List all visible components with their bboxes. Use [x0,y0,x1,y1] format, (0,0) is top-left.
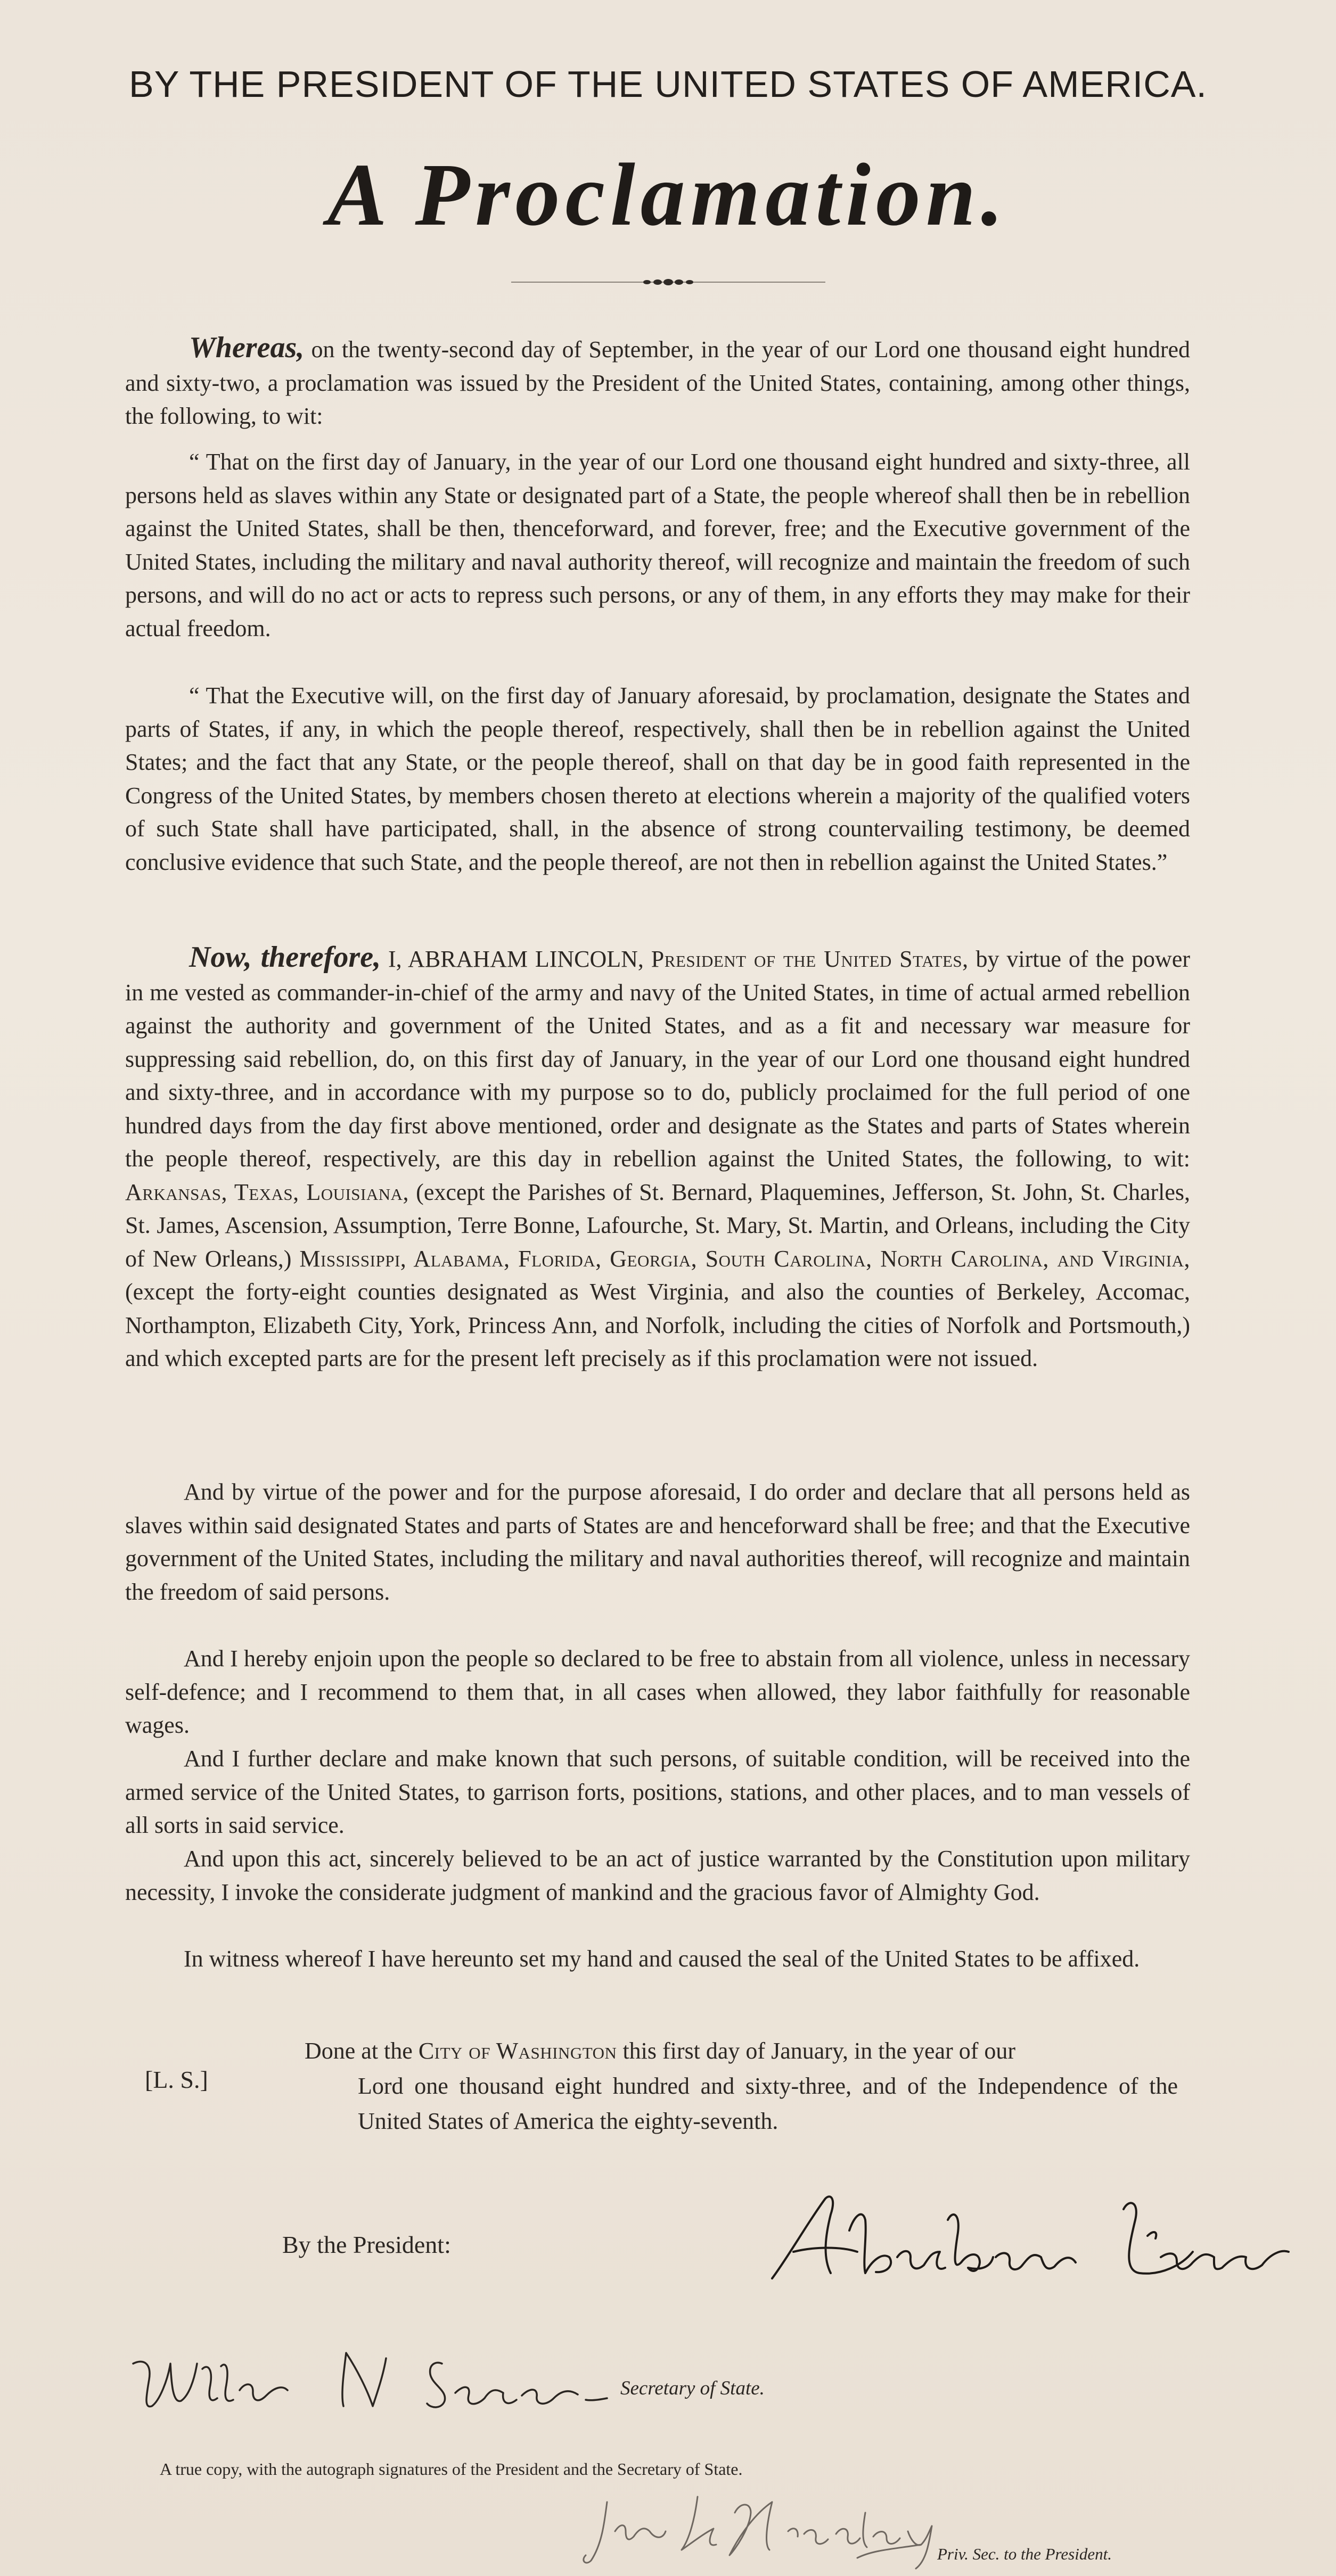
now-therefore-lead: Now, therefore, [189,941,381,974]
quote-paragraph-1: “ That on the first day of January, in the year of our Lord one thousand eight hundred and sixty-three, all persons held as slaves within any State or designated part of a State, the people whereof shall then be in rebellion against the United States, shall be then, thenceforward, and forever, free; and the Executive government of the United States, including the military and naval authority thereof, will recognize and maintain the freedom of such persons, and will do no act or acts to repress such persons, or any of them, in any efforts they may make for their actual freedom. [125,449,1190,641]
act-of-justice-paragraph: And upon this act, sincerely believed to be an act of justice warranted by the Constitution upon military necessity, I invoke the considerate judgment of mankind and the gracious favor of Almighty God. [125,1846,1190,1905]
states-list-2: Mississippi, Alabama, Florida, Georgia, South Carolina, North Carolina, and Virginia, [299,1245,1190,1272]
counties-exception-text: (except the forty-eight counties designated as West Virginia, and also the counties of Berkeley, Accomac, Northampton, Elizabeth City, York, Princess Ann, and Norfolk, including the cities of Norfolk and Portsmouth,) and which excepted parts are for the present left precisely as if this proclamation were not issued. [125,1279,1190,1371]
order-paragraph: And by virtue of the power and for the purpose aforesaid, I do order and declare that all persons held as slaves within said designated States and parts of States are and henceforward shall be free; and that the Executive government of the United States, including the military and naval authorities thereof, will recognize and maintain the freedom of said persons. [125,1479,1190,1605]
whereas-lead: Whereas, [189,331,305,364]
secretary-of-state-title: Secretary of State. [620,2377,765,2399]
whereas-paragraph [125,331,1190,433]
designation-text: by virtue of the power in me vested as commander-in-chief of the army and navy of the United States, in time of actual armed rebellion against the authority and government of the United States, and as a fit and necessary war measure for suppressing said rebellion, do, on this first day of January, in the year of our Lord one thousand eight hundred and sixty-three, and in accordance with my purpose so to do, publicly proclaimed for the full period of one hundred days from the day first above mentioned, order and designate as the States and parts of States wherein the people thereof, respectively, are this day in rebellion against the United States, the following, to wit: [125,946,1191,1172]
states-list-1: Arkansas, Texas, Louisiana, [125,1179,409,1205]
quote-paragraph-2: “ That the Executive will, on the first day of January aforesaid, by proclamation, designate the States and parts of States, if any, in which the people thereof, respectively, shall then be in rebellion against the United States; and the fact that any State, or the people thereof, shall on that day be in good faith represented in the Congress of the United States, by members chosen thereto at elections wherein a majority of the qualified voters of such State shall have participated, shall, in the absence of strong countervailing testimony, be deemed conclusive evidence that such State, and the people thereof, are not then in rebellion against the United States.” [125,682,1190,875]
now-therefore-paragraph [125,941,1190,1376]
city-of-washington: City of Washington [418,2038,617,2064]
true-copy-note: A true copy, with the autograph signatures of the President and the Secretary of State. [160,2459,743,2479]
seward-signature [122,2332,623,2422]
lincoln-signature [756,2177,1299,2294]
done-date-text: this first day of January, in the year of our [617,2038,1016,2064]
whereas-text: on the twenty-second day of September, in the year of our Lord one thousand eight hundred and sixty-two, a proclamation was issued by the President of the United States, containing, among other things, the following, to wit: [125,336,1190,429]
done-year-text: Lord one thousand eight hundred and sixty-three, and of the Independence of the United States of America the eighty-seventh. [358,2073,1178,2134]
lincoln-name-text: I, ABRAHAM LINCOLN, [381,946,651,972]
proclamation-title: A Proclamation. [327,145,1009,244]
done-at-paragraph [305,2034,1178,2139]
armed-service-paragraph: And I further declare and make known that such persons, of suitable condition, will be received into the armed service of the United States, to garrison forts, positions, stations, and other places, and to man vessels of all sorts in said service. [125,1746,1190,1838]
title-ornament [511,277,825,287]
witness-paragraph: In witness whereof I have hereunto set my hand and caused the seal of the United States to be affixed. [184,1946,1140,1972]
by-the-president-label: By the President: [282,2231,451,2258]
proclamation-heading: BY THE PRESIDENT OF THE UNITED STATES OF AMERICA. [129,63,1207,105]
president-title-text: President of the United States, [651,946,969,972]
private-secretary-title: Priv. Sec. to the President. [937,2545,1112,2563]
parishes-exception-text: (except the Parishes of St. Bernard, Plaquemines, Jefferson, St. John, St. Charles, St. James, Ascension, Assumption, Terre Bonne, Lafourche, St. Mary, St. Martin, and Orleans, including the City of New Orleans,) [125,1179,1191,1272]
enjoin-paragraph: And I hereby enjoin upon the people so declared to be free to abstain from all violence, unless in necessary self-defence; and I recommend to them that, in all cases when allowed, they labor faithfully for reasonable wages. [125,1645,1190,1738]
seal-mark: [L. S.] [145,2066,208,2093]
done-at-text: Done at the [305,2038,419,2064]
